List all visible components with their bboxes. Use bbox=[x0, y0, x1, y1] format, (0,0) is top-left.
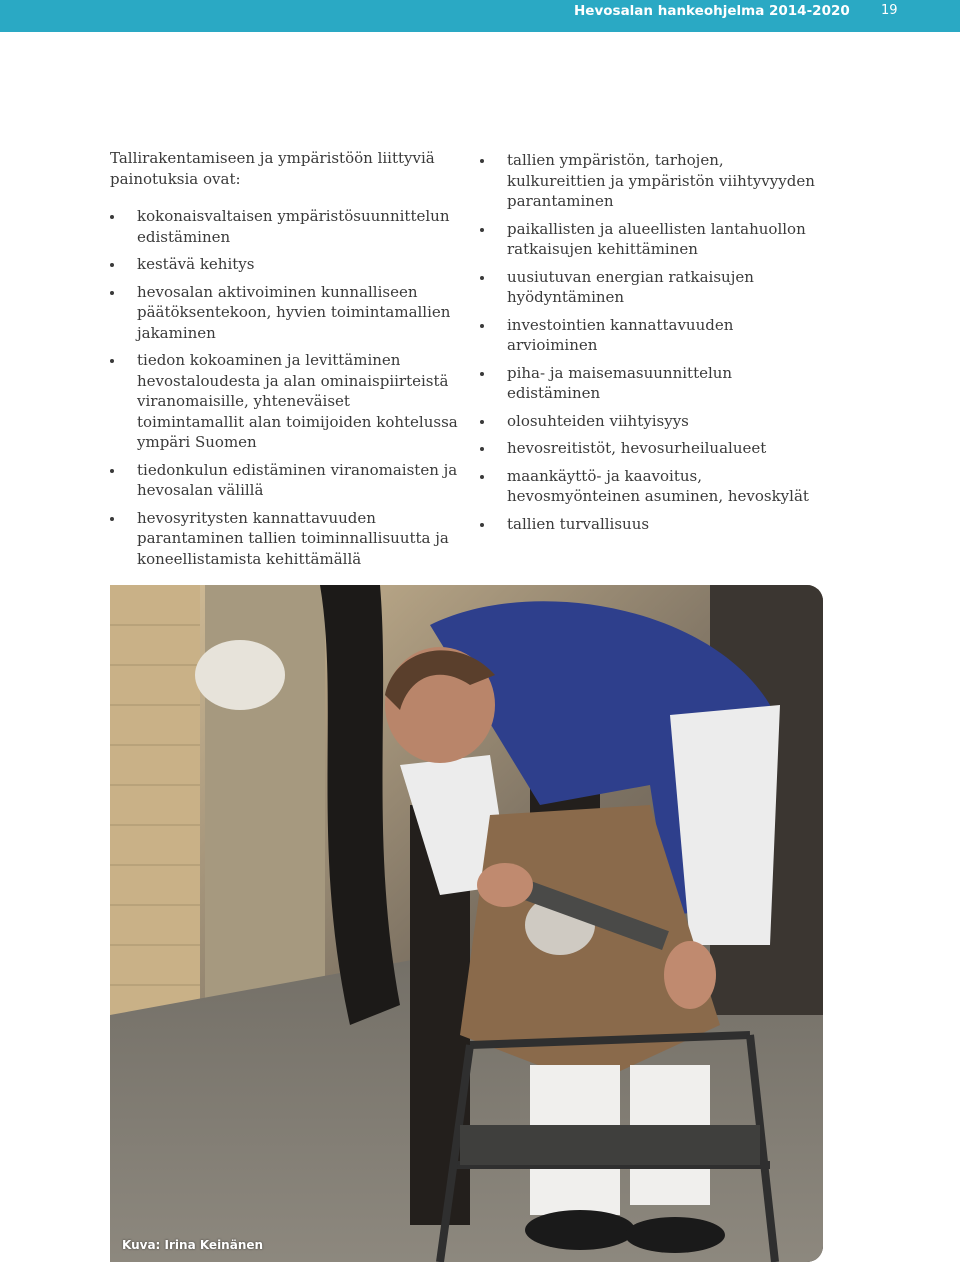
bullet-icon bbox=[480, 523, 484, 527]
list-item: kokonaisvaltaisen ympäristösuunnittelun edistäminen bbox=[110, 206, 460, 247]
bullet-icon bbox=[480, 228, 484, 232]
intro-text: Tallirakentamiseen ja ympäristöön liittyviä painotuksia ovat: bbox=[110, 149, 435, 188]
photo-caption: Kuva: Irina Keinänen bbox=[122, 1238, 264, 1252]
brick-wall bbox=[110, 585, 200, 1015]
list-item: tallien ympäristön, tarhojen, kulkureittien ja ympäristön viihtyvyyden parantaminen bbox=[480, 150, 825, 212]
list-item: hevosreitistöt, hevosurheilualueet bbox=[480, 438, 825, 459]
bullet-icon bbox=[480, 420, 484, 424]
farrier-boot bbox=[525, 1210, 635, 1250]
farrier-boot bbox=[625, 1217, 725, 1253]
bullet-icon bbox=[480, 475, 484, 479]
list-item: tallien turvallisuus bbox=[480, 514, 825, 535]
helmet-shape bbox=[195, 640, 285, 710]
bullet-icon bbox=[480, 324, 484, 328]
list-item: tiedon kokoaminen ja levittäminen hevostaloudesta ja alan ominaispiirteistä viranomaisille, yhteneväiset toimintamallit alan toimijoiden kohtelussa ympäri Suomen bbox=[110, 350, 460, 453]
list-item: paikallisten ja alueellisten lantahuollon ratkaisujen kehittäminen bbox=[480, 219, 825, 260]
bullet-icon bbox=[110, 291, 114, 295]
page-number: 19 bbox=[881, 3, 898, 18]
header-title: Hevosalan hankeohjelma 2014-2020 bbox=[574, 3, 850, 19]
bullet-icon bbox=[480, 447, 484, 451]
list-item: kestävä kehitys bbox=[110, 254, 460, 275]
left-column bbox=[110, 148, 460, 576]
bullet-icon bbox=[110, 215, 114, 219]
right-column bbox=[480, 150, 825, 541]
list-item: hevosalan aktivoiminen kunnalliseen päätöksentekoon, hyvien toimintamallien jakaminen bbox=[110, 282, 460, 344]
list-item: piha- ja maisemasuunnittelun edistäminen bbox=[480, 363, 825, 404]
farrier-photo bbox=[110, 585, 823, 1262]
bullet-icon bbox=[110, 469, 114, 473]
list-item: olosuhteiden viihtyisyys bbox=[480, 411, 825, 432]
bullet-icon bbox=[480, 276, 484, 280]
bullet-icon bbox=[110, 517, 114, 521]
list-item: hevosyritysten kannattavuuden parantaminen tallien toiminnallisuutta ja koneellistamista kehittämällä bbox=[110, 508, 460, 570]
right-bullet-list bbox=[480, 150, 825, 534]
left-bullet-list bbox=[110, 206, 460, 569]
bullet-icon bbox=[110, 359, 114, 363]
stand-tray bbox=[460, 1125, 760, 1165]
page-header bbox=[0, 0, 960, 32]
bullet-icon bbox=[110, 263, 114, 267]
list-item: maankäyttö- ja kaavoitus, hevosmyönteinen asuminen, hevoskylät bbox=[480, 466, 825, 507]
bullet-icon bbox=[480, 372, 484, 376]
farrier-hand bbox=[664, 941, 716, 1009]
list-item: tiedonkulun edistäminen viranomaisten ja hevosalan välillä bbox=[110, 460, 460, 501]
farrier-hand bbox=[477, 863, 533, 907]
list-item: investointien kannattavuuden arvioiminen bbox=[480, 315, 825, 356]
photo-illustration bbox=[110, 585, 823, 1262]
bullet-icon bbox=[480, 159, 484, 163]
list-item: uusiutuvan energian ratkaisujen hyödyntäminen bbox=[480, 267, 825, 308]
